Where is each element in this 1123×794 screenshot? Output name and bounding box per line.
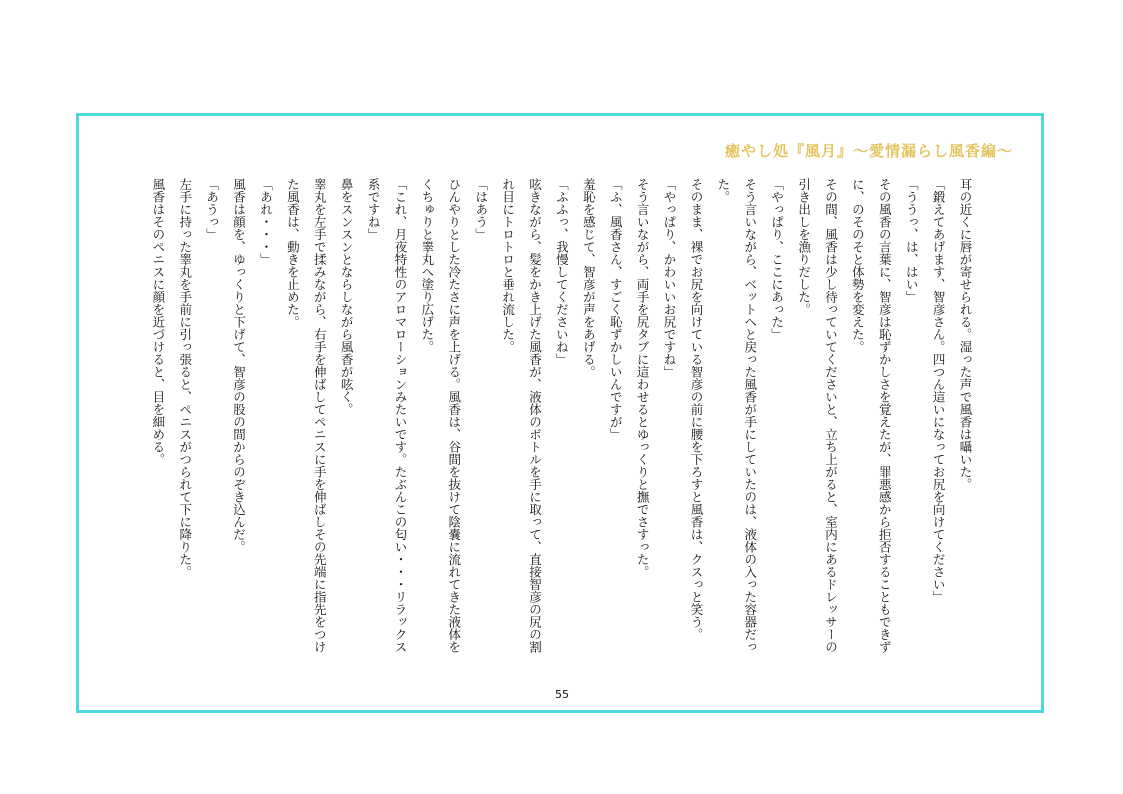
paragraph: 「これ、月夜特性のアロマローションみたいです。たぶんこの匂い・・・リラックス系ですね」 xyxy=(366,178,408,653)
chapter-title: 癒やし処『風月』〜愛情漏らし風香編〜 xyxy=(724,142,1013,160)
paragraph: そう言いながら、両手を尻タブに這わせるとゆっくりと撫でさすった。 xyxy=(635,178,651,578)
paragraph: 鼻をスンスンとならしながら風香が呟く。 xyxy=(339,178,355,416)
paragraph: ひんやりとした冷たさに声を上げる。風香は、谷間を抜けて陰嚢に流れてきた液体をくちゅりと睾丸へ塗り広げた。 xyxy=(419,178,462,653)
page-number: 55 xyxy=(555,688,569,701)
paragraph: 「やっぱり、かわいいお尻ですね」 xyxy=(662,178,678,378)
paragraph: 「はあう」 xyxy=(473,178,489,241)
paragraph: そう言いながら、ベットへと戻った風香が手にしていたのは、液体の入った容器だった。 xyxy=(715,178,758,653)
paragraph: その風香の言葉に、智彦は恥ずかしさを覚えたが、罪悪感から拒否することもできずに、のそのそと体勢を変えた。 xyxy=(850,178,893,653)
paragraph: 「やっぱり、ここにあった」 xyxy=(769,178,785,341)
paragraph: 睾丸を左手で揉みながら、右手を伸ばしてペニスに手を伸ばしその先端に指先をつけた風香は、動きを止めた。 xyxy=(285,178,328,653)
paragraph: 耳の近くに唇が寄せられる。湿った声で風香は囁いた。 xyxy=(958,178,973,491)
paragraph: 「ふふっ、我慢してくださいね」 xyxy=(554,178,570,366)
paragraph: 羞恥を感じて、智彦が声をあげる。 xyxy=(581,178,597,378)
paragraph: 「あれ・・・」 xyxy=(258,178,274,266)
paragraph: 風香は顔を、ゆっくりと下げて、智彦の股の間からのぞき込んだ。 xyxy=(231,178,247,553)
paragraph: 左手に持った睾丸を手前に引っ張ると、ペニスがつられて下に降りた。 xyxy=(177,178,193,578)
paragraph: 風香はそのペニスに顔を近づけると、目を細める。 xyxy=(150,178,166,466)
paragraph: 「ふ、風香さん、すごく恥ずかしいんですが」 xyxy=(608,178,624,441)
paragraph: そのまま、裸でお尻を向けている智彦の前に腰を下ろすと風香は、クスっと笑う。 xyxy=(688,178,704,641)
paragraph: 「ううっ、は、はい」 xyxy=(904,178,920,303)
vertical-body-text xyxy=(150,178,978,658)
paragraph: 呟きながら、髪をかき上げた風香が、液体のボトルを手に取って、直接智彦の尻の割れ目にトロトロと垂れ流した。 xyxy=(500,178,543,653)
paragraph: 「鍛えてあげます、智彦さん。四つん這いになってお尻を向けてください」 xyxy=(931,178,947,603)
paragraph: その間、風香は少し待っていてくださいと、立ち上がると、室内にあるドレッサーの引き出しを漁りだした。 xyxy=(796,178,839,653)
paragraph: 「あうっ」 xyxy=(204,178,220,241)
